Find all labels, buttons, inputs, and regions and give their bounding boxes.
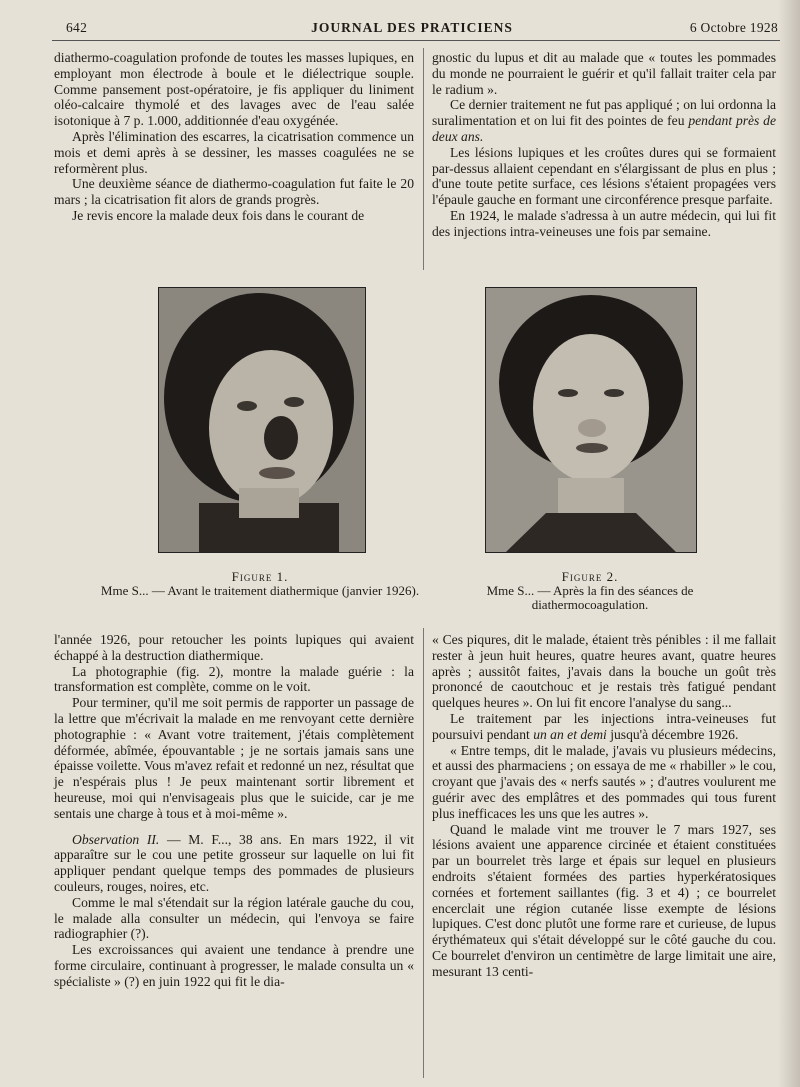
paragraph: Quand le malade vint me trouver le 7 mars 1927, ses lésions avaient une apparence circinée et étaient constituées par un bourrelet très large et épais sur lequel en plusieurs endroits s'étaient formées des parties hyperkératosiques cornées et fortement saillantes (fig. 3 et 4) ; ce bourrelet encerclait une région cutanée lisse exempte de lésions lupiques. C'est donc plutôt une forme rare et curieuse, de lupus érythémateux qui s'était développé sur le côté gauche du cou. Ce bourrelet d'environ un centimètre de large limitait une aire, mesurant 13 centi- xyxy=(432,821,776,979)
figure-2-caption xyxy=(440,570,740,612)
paragraph: l'année 1926, pour retoucher les points lupiques qui avaient échappé à la destruction diathermique. xyxy=(54,632,414,663)
emphasis-text: un an et demi xyxy=(533,726,607,742)
paragraph-text: Le traitement par les injections intra-veineuses fut poursuivi pendant xyxy=(432,710,776,742)
paragraph: Les lésions lupiques et les croûtes dures qui se formaient par-dessus allaient cependant en s'élargissant de plus en plus ; d'une toute petite surface, ces lésions s'étaient propagées vers l'épaule gauche en formant une circonférence presque parfaite. xyxy=(432,144,776,208)
figure-label: Figure 2. xyxy=(561,569,619,584)
emphasis-text: pendant près de deux ans. xyxy=(432,113,776,144)
journal-title: JOURNAL DES PRATICIENS xyxy=(311,20,513,35)
left-column-bottom xyxy=(54,632,414,990)
paragraph: La photographie (fig. 2), montre la malade guérie : la transformation est complète, comme on le voit. xyxy=(54,663,414,695)
running-header xyxy=(52,20,778,38)
paragraph-text: jusqu'à décembre 1926. xyxy=(606,726,739,742)
column-divider-bottom xyxy=(423,628,424,1078)
paragraph: Une deuxième séance de diathermo-coagulation fut faite le 20 mars ; la cicatrisation fit alors de grands progrès. xyxy=(54,176,414,208)
paragraph: Je revis encore la malade deux fois dans le courant de xyxy=(72,207,365,223)
paragraph: Pour terminer, qu'il me soit permis de rapporter un passage de la lettre que m'écrivait la malade en me renvoyant cette dernière photographie : « Avant votre traitement, j'étais complètement déformée, abîmée, épouvantable ; je ne sortais jamais sans une épaisse voilette. Vous m'avez refait et redonné un nez, résultat que je n'espérais plus ! Je peux maintenant sortir librement et heureuse, moi qui n'envisageais plus que le suicide, car je me sentais une charge à tous et à moi-même ». xyxy=(54,695,414,821)
page-edge-shadow xyxy=(778,0,800,1087)
page-number: 642 xyxy=(66,20,88,35)
observation-heading-paragraph xyxy=(54,832,414,895)
right-column-bottom xyxy=(432,632,776,980)
figure-label: Figure 1. xyxy=(231,569,289,584)
paragraph: « Entre temps, dit le malade, j'avais vu plusieurs médecins, et aussi des pharmaciens ; on essaya de me « rhabiller » le cou, croyant que j'avais des « nerfs sautés » ; d'autres voulurent me guérir avec des emplâtres et des pommades qui tous furent plus inefficaces les uns que les autres ». xyxy=(432,742,776,821)
portrait-before-image xyxy=(159,288,365,552)
column-divider-top xyxy=(423,48,424,270)
paragraph-text: — M. F..., 38 ans. En mars 1922, il vit apparaître sur le cou une petite grosseur sur laquelle on lui fit appliquer pendant quelque temps des pommades de plusieurs couleurs, rouges, noires, etc. xyxy=(54,831,414,894)
figure-caption-text: Mme S... — Avant le traitement diathermique (janvier 1926). xyxy=(100,583,420,598)
figure-1-caption xyxy=(90,570,430,598)
figure-1-photo xyxy=(158,287,366,553)
figure-2-photo xyxy=(485,287,697,553)
header-rule xyxy=(52,40,780,41)
paragraph: Comme le mal s'étendait sur la région latérale gauche du cou, le malade alla consulter un médecin, qui l'envoya se faire radiographier (?). xyxy=(54,894,414,942)
paragraph: Les excroissances qui avaient une tendance à prendre une forme circulaire, continuant à progresser, le malade consulta un « spécialiste » (?) en juin 1922 qui fit le dia- xyxy=(54,942,414,989)
paragraph xyxy=(432,711,776,743)
paragraph xyxy=(432,97,776,144)
left-column-top xyxy=(54,50,414,224)
paragraph: « Ces piqures, dit le malade, étaient très pénibles : il me fallait rester à jeun huit heures, quatre heures avant, quatre heures après ; aussitôt faites, j'avais dans la bouche un goût très prononcé de caoutchouc et je restais très fatigué pendant quelques heures ». On lui fit encore l'analyse du sang... xyxy=(432,632,776,711)
paragraph: En 1924, le malade s'adressa à un autre médecin, qui lui fit des injections intra-veineuses une fois par semaine. xyxy=(432,207,776,239)
observation-title: Observation II. xyxy=(72,831,160,847)
paragraph: diathermo-coagulation profonde de toutes les masses lupiques, en employant mon électrode à boule et le diélectrique souple. Comme pansement post-opératoire, je fis appliquer du liniment oléo-calcaire thymolé et des lavages avec de l'eau salée isotonique à 7 p. 1.000, additionnée d'eau oxygénée. xyxy=(54,50,414,129)
right-column-top xyxy=(432,50,776,240)
issue-date: 6 Octobre 1928 xyxy=(689,20,778,35)
portrait-after-image xyxy=(486,288,696,552)
figure-caption-text: Mme S... — Après la fin des séances de diathermocoagulation. xyxy=(486,583,694,612)
paragraph: gnostic du lupus et dit au malade que « toutes les pommades du monde ne pourraient le guérir et qu'il fallait traiter cela par le radium ». xyxy=(432,50,776,97)
paragraph-text: Ce dernier traitement ne fut pas appliqué ; on lui ordonna la suralimentation et on lui fit des pointes de feu xyxy=(432,97,776,129)
paragraph: Après l'élimination des escarres, la cicatrisation commence un mois et demi après à se dessiner, les masses coagulées ne se reformèrent plus. xyxy=(54,128,414,176)
